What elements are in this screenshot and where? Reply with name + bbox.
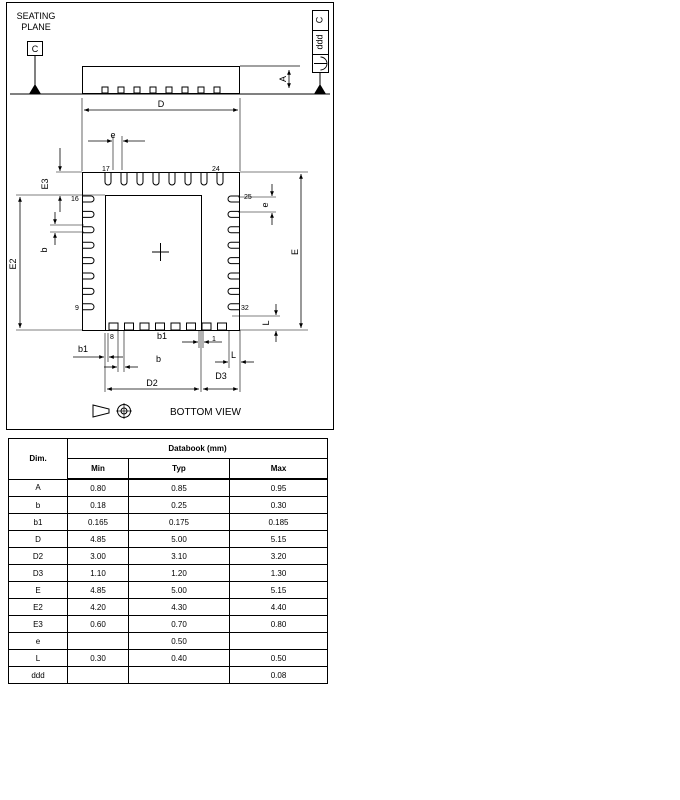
lead-pad <box>83 258 94 264</box>
cell-min: 4.85 <box>68 531 129 548</box>
lead-pad <box>228 211 239 217</box>
cell-max: 0.95 <box>230 479 328 497</box>
top-row-leads <box>105 173 223 185</box>
cell-typ: 1.20 <box>129 565 230 582</box>
lead-pad <box>125 323 134 330</box>
pin-label-1: 1 <box>212 336 216 343</box>
lead-pad <box>228 196 239 202</box>
lead-pad <box>83 196 94 202</box>
cell-min: 3.00 <box>68 548 129 565</box>
table-row <box>9 479 328 497</box>
cell-dim: e <box>9 633 68 650</box>
cell-typ: 0.50 <box>129 633 230 650</box>
svg-text:e: e <box>260 202 270 208</box>
cell-min: 0.60 <box>68 616 129 633</box>
cell-dim: L <box>9 650 68 667</box>
cell-max: 0.30 <box>230 497 328 514</box>
cell-typ: 0.175 <box>129 514 230 531</box>
pin-label-9: 9 <box>75 305 79 312</box>
cell-max <box>230 633 328 650</box>
cell-dim: E <box>9 582 68 599</box>
cell-dim: E3 <box>9 616 68 633</box>
table-row <box>9 616 328 633</box>
table-row <box>9 531 328 548</box>
cell-min <box>68 633 129 650</box>
dimension-d2 <box>107 331 201 392</box>
lead-pad <box>228 258 239 264</box>
table-row <box>9 514 328 531</box>
cell-min: 4.85 <box>68 582 129 599</box>
svg-text:SEATING: SEATING <box>16 11 56 21</box>
dimension-e2 <box>8 195 82 330</box>
cell-dim: D2 <box>9 548 68 565</box>
lead-pad <box>83 288 94 294</box>
lead-pad <box>217 173 223 185</box>
svg-text:b: b <box>39 247 49 253</box>
table-row <box>9 497 328 514</box>
lead-pad <box>185 173 191 185</box>
max-header: Max <box>230 459 328 480</box>
svg-text:E: E <box>290 248 300 256</box>
cell-max: 5.15 <box>230 531 328 548</box>
lead-pad <box>83 242 94 248</box>
cell-typ: 5.00 <box>129 582 230 599</box>
cell-min: 0.30 <box>68 650 129 667</box>
lead-pad <box>105 173 111 185</box>
table-row <box>9 650 328 667</box>
lead-pad <box>228 242 239 248</box>
cell-dim: b1 <box>9 514 68 531</box>
side-lead <box>150 87 156 93</box>
package-side-view <box>83 67 240 94</box>
svg-text:E2: E2 <box>8 258 18 270</box>
cell-min: 0.18 <box>68 497 129 514</box>
lead-pad <box>153 173 159 185</box>
svg-text:D: D <box>157 99 165 109</box>
seating-plane-reference <box>17 11 56 94</box>
svg-text:E3: E3 <box>40 178 50 190</box>
side-lead <box>166 87 172 93</box>
dimension-b-left <box>39 212 84 253</box>
right-row-leads <box>228 196 239 310</box>
cell-min: 0.80 <box>68 479 129 497</box>
cell-typ: 4.30 <box>129 599 230 616</box>
cell-typ: 0.40 <box>129 650 230 667</box>
lead-pad <box>228 273 239 279</box>
table-row <box>9 633 328 650</box>
side-lead <box>182 87 188 93</box>
table-row <box>9 548 328 565</box>
lead-pad <box>201 173 207 185</box>
dimension-e-pitch-right <box>238 184 276 225</box>
svg-text:L: L <box>231 350 237 360</box>
cell-max: 1.30 <box>230 565 328 582</box>
lead-pad <box>83 304 94 310</box>
cell-max: 0.80 <box>230 616 328 633</box>
coplanarity-control-frame <box>313 11 329 95</box>
svg-text:D3: D3 <box>215 371 227 381</box>
lead-pad <box>169 173 175 185</box>
cell-typ: 5.00 <box>129 531 230 548</box>
pin-label-32: 32 <box>241 305 249 312</box>
projection-symbol <box>93 403 132 419</box>
cell-max: 5.15 <box>230 582 328 599</box>
lead-pad <box>83 273 94 279</box>
pin-label-8: 8 <box>110 334 114 341</box>
dimensions-table <box>8 438 328 684</box>
pin-label-25: 25 <box>244 194 252 201</box>
exposed-pad <box>106 196 202 331</box>
side-lead <box>102 87 108 93</box>
cell-min <box>68 667 129 684</box>
lead-pad <box>140 323 149 330</box>
svg-text:e: e <box>110 130 116 140</box>
cell-dim: D <box>9 531 68 548</box>
svg-text:C: C <box>314 16 325 24</box>
dimension-a <box>240 66 300 88</box>
min-header: Min <box>68 459 129 480</box>
lead-pad <box>109 323 118 330</box>
lead-pad <box>156 323 165 330</box>
lead-pad <box>218 323 227 330</box>
lead-pad <box>187 323 196 330</box>
cell-dim: A <box>9 479 68 497</box>
dimension-d <box>82 98 240 171</box>
cell-typ: 3.10 <box>129 548 230 565</box>
side-lead <box>198 87 204 93</box>
cell-max: 4.40 <box>230 599 328 616</box>
center-mark <box>152 243 169 261</box>
dimension-b1-left <box>73 333 123 392</box>
side-lead <box>134 87 140 93</box>
svg-text:b: b <box>156 354 162 364</box>
cell-min: 1.10 <box>68 565 129 582</box>
cell-typ: 0.70 <box>129 616 230 633</box>
bottom-row-leads <box>109 323 227 330</box>
pin-label-24: 24 <box>212 166 220 173</box>
side-lead <box>118 87 124 93</box>
lead-pad <box>228 304 239 310</box>
cell-typ: 0.85 <box>129 479 230 497</box>
lead-pad <box>83 211 94 217</box>
cell-typ: 0.25 <box>129 497 230 514</box>
table-row <box>9 667 328 684</box>
svg-text:L: L <box>261 320 271 326</box>
cell-min: 0.165 <box>68 514 129 531</box>
dimension-d3 <box>203 371 238 389</box>
dim-header: Dim. <box>9 439 68 480</box>
cell-dim: ddd <box>9 667 68 684</box>
svg-text:b1: b1 <box>78 344 89 354</box>
lead-pad <box>171 323 180 330</box>
table-row <box>9 599 328 616</box>
cell-max: 0.50 <box>230 650 328 667</box>
pin-label-17: 17 <box>102 166 110 173</box>
lead-pad <box>137 173 143 185</box>
side-lead <box>214 87 220 93</box>
dimension-l-bottom <box>215 330 254 392</box>
lead-pad <box>202 323 211 330</box>
svg-text:ddd: ddd <box>314 34 325 50</box>
cell-max: 3.20 <box>230 548 328 565</box>
cell-min: 4.20 <box>68 599 129 616</box>
svg-text:A: A <box>278 75 288 83</box>
cell-typ <box>129 667 230 684</box>
lead-pad <box>228 288 239 294</box>
datum-c-label: C <box>31 44 39 54</box>
cell-max: 0.185 <box>230 514 328 531</box>
lead-pad <box>228 227 239 233</box>
cell-max: 0.08 <box>230 667 328 684</box>
svg-text:D2: D2 <box>146 378 158 388</box>
lead-pad <box>121 173 127 185</box>
svg-text:b1: b1 <box>157 331 168 341</box>
left-row-leads <box>83 196 94 310</box>
lead-pad <box>83 227 94 233</box>
pin-label-16: 16 <box>71 196 79 203</box>
table-row <box>9 565 328 582</box>
dimension-e-pitch-top <box>88 130 145 170</box>
table-row <box>9 582 328 599</box>
databook-header: Databook (mm) <box>68 439 328 459</box>
cell-dim: E2 <box>9 599 68 616</box>
cell-dim: D3 <box>9 565 68 582</box>
typ-header: Typ <box>129 459 230 480</box>
svg-text:PLANE: PLANE <box>21 22 51 32</box>
bottom-view-label: BOTTOM VIEW <box>170 407 241 418</box>
cell-dim: b <box>9 497 68 514</box>
